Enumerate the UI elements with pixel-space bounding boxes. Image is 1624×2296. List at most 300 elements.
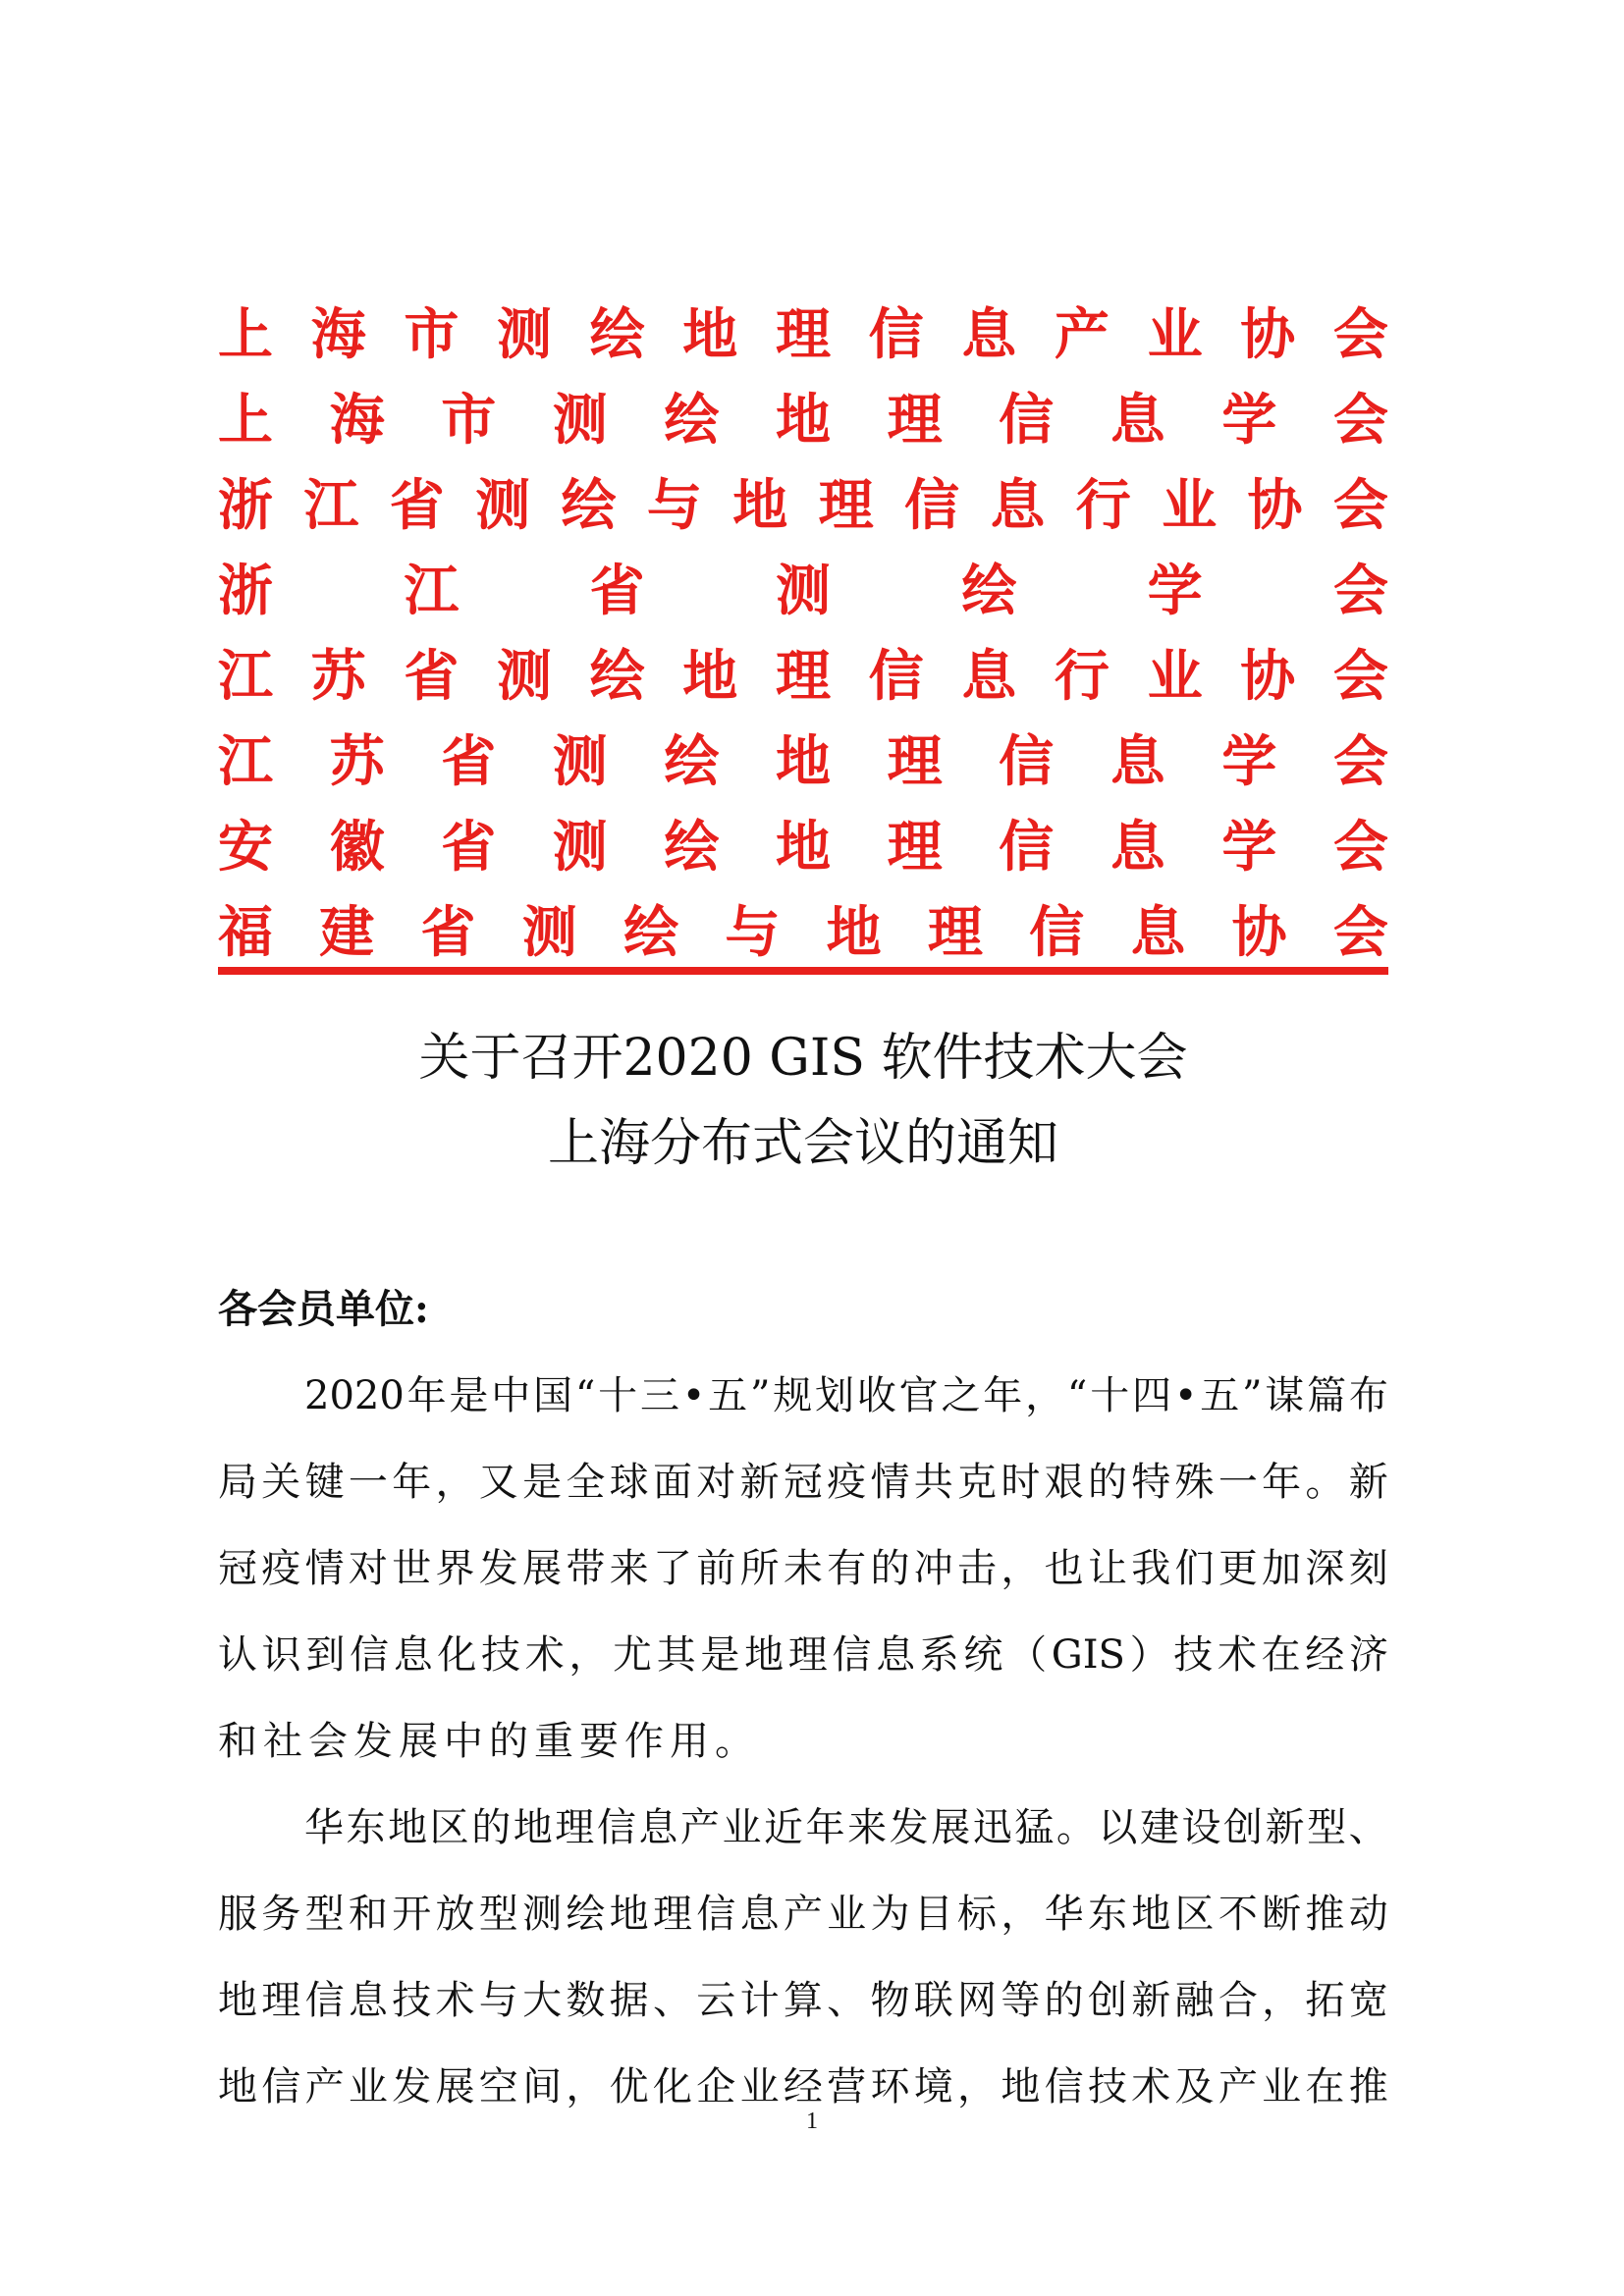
text-token: 的 (471, 1805, 512, 1850)
organization-char: 江 (218, 729, 273, 794)
text-token: 信 (832, 1632, 872, 1678)
text-token: 重 (534, 1719, 573, 1764)
text-token: 地 (513, 1805, 553, 1850)
text-token: 宽 (1348, 1978, 1388, 2023)
text-token: 不 (1218, 1892, 1258, 1937)
organization-char: 绘 (561, 473, 617, 538)
organization-char: 协 (1240, 302, 1296, 367)
text-token: 新 (1265, 1805, 1305, 1850)
text-token: 建 (1139, 1805, 1179, 1850)
text-token: ， (957, 2064, 998, 2109)
text-token: 理 (555, 1805, 595, 1850)
text-token: 推 (1305, 1892, 1345, 1937)
text-token: 信 (261, 2064, 301, 2109)
text-token: 深 (1305, 1546, 1345, 1591)
text-token: ， (566, 2064, 606, 2109)
text-token: 有 (827, 1546, 867, 1591)
text-token: 物 (870, 1978, 910, 2023)
organization-char: 息 (1130, 900, 1186, 965)
text-token: 化 (652, 2064, 692, 2109)
text-token: 算 (783, 1978, 823, 2023)
organization-char: 绘 (589, 644, 645, 709)
text-token: 识 (261, 1632, 301, 1678)
text-token: 地 (1001, 2064, 1041, 2109)
organization-char: 信 (904, 473, 959, 538)
text-token: 绘 (566, 1892, 606, 1937)
organization-char: 会 (1332, 473, 1388, 538)
text-token: 所 (739, 1546, 780, 1591)
text-token: 发 (392, 2064, 432, 2109)
text-token: 型 (478, 1892, 518, 1937)
text-token: 东 (1087, 1892, 1127, 1937)
text-token: 世 (392, 1546, 432, 1591)
organization-char: 徽 (329, 815, 385, 880)
text-token: 作 (624, 1719, 664, 1764)
organization-char: 浙 (218, 559, 273, 623)
organization-char: 信 (868, 302, 924, 367)
organization-char: 协 (1247, 473, 1303, 538)
text-token: 官 (898, 1373, 939, 1418)
text-token: 发 (889, 1805, 929, 1850)
text-token: 们 (1174, 1546, 1215, 1591)
text-token: 业 (827, 1892, 867, 1937)
text-token: 来 (847, 1805, 888, 1850)
text-token: 企 (696, 2064, 736, 2109)
text-token: 对 (696, 1460, 736, 1505)
text-token: ” (749, 1373, 771, 1418)
text-token: 。 (1056, 1805, 1096, 1850)
organization-char: 绘 (664, 388, 720, 453)
text-token: 疫 (827, 1460, 867, 1505)
text-token: 要 (579, 1719, 619, 1764)
organization-char: 江 (404, 559, 460, 623)
organization-char: 地 (682, 302, 738, 367)
text-token: 技 (392, 1978, 432, 2023)
text-token: 息 (739, 1892, 780, 1937)
text-token: 地 (218, 2064, 257, 2109)
text-token: 全 (566, 1460, 606, 1505)
organization-char: 测 (475, 473, 531, 538)
text-token: 区 (429, 1805, 469, 1850)
text-token: 展 (931, 1805, 971, 1850)
organization-char: 业 (1147, 644, 1203, 709)
text-token: 十 (598, 1373, 638, 1418)
text-token: 克 (957, 1460, 998, 1505)
text-token: 到 (305, 1632, 346, 1678)
organization-char: 业 (1162, 473, 1218, 538)
text-token: 及 (1174, 2064, 1215, 2109)
text-token: 殊 (1174, 1460, 1215, 1505)
organization-char: 测 (775, 559, 831, 623)
organization-char: 海 (329, 388, 385, 453)
text-token: 展 (522, 1546, 563, 1591)
organization-char: 地 (826, 900, 882, 965)
organization-char: 理 (775, 302, 831, 367)
organization-char: 安 (218, 815, 273, 880)
organization-char: 信 (868, 644, 924, 709)
text-token: ， (1025, 1373, 1065, 1418)
organization-char: 协 (1231, 900, 1287, 965)
text-token: 产 (1218, 2064, 1258, 2109)
organization-char: 苏 (310, 644, 366, 709)
text-token: 近 (764, 1805, 804, 1850)
text-token: 等 (1001, 1978, 1041, 2023)
text-token: 年 (406, 1373, 447, 1418)
text-token: 的 (1044, 1978, 1084, 2023)
text-token: 发 (353, 1719, 393, 1764)
text-token: 拓 (1305, 1978, 1345, 2023)
text-token: 业 (348, 2064, 388, 2109)
text-token: 五 (708, 1373, 748, 1418)
organization-char: 省 (589, 559, 645, 623)
organization-char: 省 (389, 473, 445, 538)
text-token: ， (1001, 1546, 1041, 1591)
text-token: ” (1242, 1373, 1263, 1418)
text-token: 大 (522, 1978, 563, 2023)
text-token: 业 (739, 2064, 780, 2109)
text-token: 地 (1131, 1892, 1171, 1937)
text-token: 务 (261, 1892, 301, 1937)
text-token: 设 (1181, 1805, 1221, 1850)
text-token: • (681, 1373, 706, 1418)
text-token: 开 (392, 1892, 432, 1937)
text-token: 以 (1098, 1805, 1138, 1850)
text-token: 理 (787, 1632, 828, 1678)
organization-char: 测 (552, 815, 608, 880)
text-token: 间 (522, 2064, 563, 2109)
text-token: 关 (261, 1460, 301, 1505)
text-token: 地 (744, 1632, 785, 1678)
text-token: ， (1001, 1892, 1041, 1937)
organization-name (218, 890, 1388, 976)
text-token: 是 (449, 1373, 489, 1418)
text-token: 新 (1131, 1978, 1171, 2023)
organization-char: 会 (1332, 815, 1388, 880)
text-token: 计 (739, 1978, 780, 2023)
organization-char: 学 (1221, 388, 1277, 453)
text-token: 展 (435, 2064, 475, 2109)
text-token: 息 (876, 1632, 916, 1678)
text-token: 键 (304, 1460, 345, 1505)
organization-char: 市 (404, 302, 460, 367)
text-token: 创 (1223, 1805, 1264, 1850)
organization-char: 地 (732, 473, 788, 538)
paragraph-line (218, 1871, 1388, 1957)
text-token: “ (574, 1373, 596, 1418)
organization-name (218, 805, 1388, 890)
organization-name (218, 378, 1388, 463)
paragraph-line (218, 1698, 1388, 1785)
text-token: 中 (444, 1719, 483, 1764)
text-token: 信 (304, 1978, 345, 2023)
organization-char: 学 (1221, 815, 1277, 880)
organization-char: 测 (496, 644, 552, 709)
organization-char: 省 (441, 729, 497, 794)
text-token: 年 (1262, 1460, 1302, 1505)
text-token: 、 (827, 1978, 867, 2023)
page-number: 1 (806, 2109, 818, 2134)
organization-char: 信 (999, 815, 1055, 880)
text-token: 我 (1131, 1546, 1171, 1591)
text-token: 创 (1087, 1978, 1127, 2023)
text-token: 产 (304, 2064, 345, 2109)
organization-char: 绘 (589, 302, 645, 367)
text-token: 加 (1262, 1546, 1302, 1591)
organization-char: 福 (218, 900, 273, 965)
text-token: 更 (1218, 1546, 1258, 1591)
text-token: 猛 (1014, 1805, 1055, 1850)
text-token: 济 (1348, 1632, 1388, 1678)
organization-char: 息 (1110, 815, 1165, 880)
text-token: 划 (815, 1373, 855, 1418)
paragraphs (218, 1353, 1388, 2130)
text-token: 规 (773, 1373, 813, 1418)
text-token: 数 (566, 1978, 606, 2023)
organization-char: 江 (303, 473, 359, 538)
organization-char: 与 (646, 473, 702, 538)
text-token: 新 (739, 1460, 780, 1505)
text-token: 和 (348, 1892, 388, 1937)
text-token: 国 (533, 1373, 573, 1418)
paragraph-line (218, 1785, 1388, 1871)
text-token: 是 (522, 1460, 563, 1505)
organization-char: 信 (999, 729, 1055, 794)
organization-name (218, 634, 1388, 720)
text-token: 推 (1348, 2064, 1388, 2109)
organization-char: 上 (218, 388, 273, 453)
text-token: 年 (983, 1373, 1023, 1418)
text-token: 四 (1132, 1373, 1171, 1418)
text-token: 空 (478, 2064, 518, 2109)
text-token: 中 (491, 1373, 531, 1418)
text-token: ， (1262, 1978, 1302, 2023)
organization-char: 学 (1147, 559, 1203, 623)
organization-char: 理 (927, 900, 983, 965)
text-token: 年 (805, 1805, 845, 1850)
organization-char: 省 (404, 644, 460, 709)
text-token: 是 (700, 1632, 740, 1678)
text-token: 信 (1044, 2064, 1084, 2109)
text-token: 、 (652, 1978, 692, 2023)
organization-char: 会 (1332, 900, 1388, 965)
text-token: 合 (1218, 1978, 1258, 2023)
text-token: 地 (609, 1892, 649, 1937)
organization-char: 会 (1332, 388, 1388, 453)
text-token: 让 (1087, 1546, 1127, 1591)
text-token: 术 (1131, 2064, 1171, 2109)
text-token: 在 (1261, 1632, 1301, 1678)
text-token: 产 (679, 1805, 720, 1850)
text-token: 目 (913, 1892, 953, 1937)
text-token: 息 (348, 1978, 388, 2023)
text-token: 华 (1044, 1892, 1084, 1937)
text-token: 尤 (613, 1632, 653, 1678)
text-token: 艰 (1044, 1460, 1084, 1505)
text-token: 也 (1044, 1546, 1084, 1591)
text-token: 未 (783, 1546, 823, 1591)
text-token: 布 (1348, 1373, 1388, 1418)
text-token: 展 (399, 1719, 438, 1764)
text-token: 息 (393, 1632, 433, 1678)
organization-char: 上 (218, 302, 273, 367)
text-token: 融 (1174, 1978, 1215, 2023)
text-token: 疫 (261, 1546, 301, 1591)
text-token: 业 (722, 1805, 762, 1850)
text-token: 一 (1218, 1460, 1258, 1505)
organization-char: 省 (441, 815, 497, 880)
organization-name (218, 463, 1388, 549)
text-token: “ (1066, 1373, 1088, 1418)
organization-char: 信 (1029, 900, 1085, 965)
text-token: ） (1129, 1632, 1169, 1678)
organization-header (218, 293, 1388, 976)
notice-body (218, 1266, 1388, 2130)
text-token: 新 (1348, 1460, 1388, 1505)
text-token: 化 (437, 1632, 477, 1678)
organization-char: 理 (887, 388, 943, 453)
text-token: 经 (1305, 1632, 1345, 1678)
text-token: 技 (1173, 1632, 1214, 1678)
organization-char: 市 (441, 388, 497, 453)
text-token: 社 (263, 1719, 302, 1764)
organization-char: 测 (521, 900, 577, 965)
text-token: 收 (856, 1373, 896, 1418)
text-token: 信 (696, 1892, 736, 1937)
paragraph-line (218, 1957, 1388, 2044)
text-token: 十 (1090, 1373, 1130, 1418)
text-token: 情 (304, 1546, 345, 1591)
organization-char: 息 (1110, 388, 1165, 453)
organization-char: 绘 (961, 559, 1017, 623)
organization-char: 产 (1054, 302, 1110, 367)
paragraph-line (218, 1353, 1388, 1439)
text-token: 区 (1174, 1892, 1215, 1937)
text-token: 动 (1348, 1892, 1388, 1937)
text-token: 。 (1305, 1460, 1345, 1505)
organization-name (218, 293, 1388, 378)
text-token: 发 (478, 1546, 518, 1591)
organization-char: 绘 (664, 815, 720, 880)
organization-char: 信 (999, 388, 1055, 453)
text-token: 的 (489, 1719, 528, 1764)
text-token: 了 (652, 1546, 692, 1591)
salutation: 各会员单位: (218, 1286, 429, 1332)
text-token: 术 (1217, 1632, 1257, 1678)
text-token: 来 (609, 1546, 649, 1591)
title-line-1: 关于召开2020 GIS 软件技术大会 (418, 1029, 1188, 1088)
text-token: 联 (913, 1978, 953, 2023)
text-token: 标 (957, 1892, 998, 1937)
text-token: 境 (913, 2064, 953, 2109)
organization-char: 息 (961, 302, 1017, 367)
text-token: 的 (1087, 1460, 1127, 1505)
text-token: 息 (638, 1805, 678, 1850)
title-line-2: 上海分布式会议的通知 (547, 1114, 1058, 1173)
text-token: 认 (218, 1632, 257, 1678)
organization-char: 息 (990, 473, 1046, 538)
organization-char: 绘 (623, 900, 679, 965)
text-token: 测 (522, 1892, 563, 1937)
text-token: 术 (524, 1632, 565, 1678)
organization-char: 理 (775, 644, 831, 709)
text-token: ， (568, 1632, 609, 1678)
organization-char: 浙 (218, 473, 273, 538)
text-token: 放 (435, 1892, 475, 1937)
organization-name (218, 720, 1388, 805)
text-token: 击 (957, 1546, 998, 1591)
text-token: 网 (957, 1978, 998, 2023)
text-token: 环 (870, 2064, 910, 2109)
organization-char: 苏 (329, 729, 385, 794)
text-token: 情 (870, 1460, 910, 1505)
paragraph-line (218, 1612, 1388, 1698)
organization-char: 息 (961, 644, 1017, 709)
text-token: 业 (1262, 2064, 1302, 2109)
text-token: 信 (350, 1632, 390, 1678)
text-token: 迅 (972, 1805, 1012, 1850)
text-token: 信 (596, 1805, 636, 1850)
organization-char: 行 (1054, 644, 1110, 709)
text-token: 年 (392, 1460, 432, 1505)
organization-char: 测 (496, 302, 552, 367)
text-token: 用 (670, 1719, 709, 1764)
text-token: 地 (218, 1978, 257, 2023)
organization-char: 建 (319, 900, 375, 965)
text-token: 带 (566, 1546, 606, 1591)
text-token: 云 (696, 1978, 736, 2023)
text-token: 优 (609, 2064, 649, 2109)
organization-char: 海 (310, 302, 366, 367)
text-token: 特 (1131, 1460, 1171, 1505)
text-token: 面 (652, 1460, 692, 1505)
text-token: 会 (308, 1719, 348, 1764)
text-token: 一 (348, 1460, 388, 1505)
text-token: 五 (1200, 1373, 1240, 1418)
text-token: 术 (435, 1978, 475, 2023)
text-token: 理 (652, 1892, 692, 1937)
text-token: 为 (870, 1892, 910, 1937)
text-token: 统 (963, 1632, 1003, 1678)
text-token: 在 (1305, 2064, 1345, 2109)
organization-name (218, 549, 1388, 634)
text-token: GIS (1051, 1632, 1125, 1678)
text-token: 型 (304, 1892, 345, 1937)
organization-char: 地 (682, 644, 738, 709)
text-token: 。 (715, 1719, 754, 1764)
text-token: 界 (435, 1546, 475, 1591)
text-token: 谋 (1265, 1373, 1305, 1418)
text-token: 技 (481, 1632, 521, 1678)
text-token: 前 (696, 1546, 736, 1591)
text-token: 冠 (783, 1460, 823, 1505)
text-token: 据 (609, 1978, 649, 2023)
text-token: 共 (913, 1460, 953, 1505)
organization-char: 地 (775, 388, 831, 453)
paragraph-line (218, 1439, 1388, 1525)
text-token: 和 (218, 1719, 257, 1764)
text-token: 球 (609, 1460, 649, 1505)
text-token: 之 (941, 1373, 981, 1418)
text-token: • (1173, 1373, 1198, 1418)
organization-char: 理 (818, 473, 874, 538)
text-token: 三 (639, 1373, 679, 1418)
text-token: 华 (304, 1805, 344, 1850)
organization-char: 业 (1147, 302, 1203, 367)
organization-char: 地 (775, 815, 831, 880)
text-token: 断 (1262, 1892, 1302, 1937)
text-token: 与 (478, 1978, 518, 2023)
text-token: 东 (346, 1805, 386, 1850)
